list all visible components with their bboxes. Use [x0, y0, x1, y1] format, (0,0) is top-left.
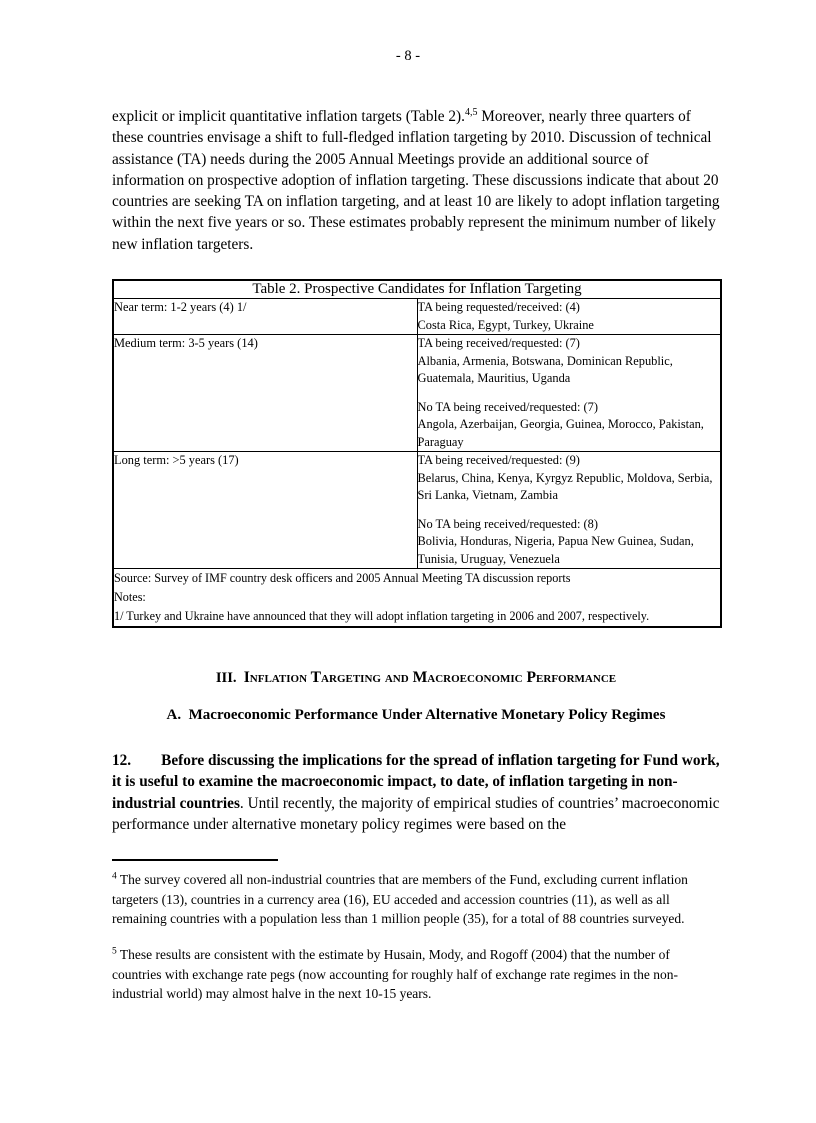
- group: [418, 399, 721, 452]
- subsection-letter: A.: [166, 707, 182, 724]
- group-heading: No TA being received/requested: (7): [417, 399, 598, 414]
- footnote-marker: 4: [112, 871, 117, 882]
- group-countries: Albania, Armenia, Botswana, Dominican Republic, Guatemala, Mauritius, Uganda: [417, 353, 673, 386]
- section-heading-iii: [112, 628, 720, 687]
- table-note-1: 1/ Turkey and Ukraine have announced that they will adopt inflation targeting in 2006 and 2007, respectively.: [114, 609, 650, 624]
- group-heading: TA being requested/received: (4): [417, 300, 580, 315]
- footnote-4: [112, 861, 720, 928]
- group: [418, 516, 721, 569]
- row-label-medium-term: Medium term: 3-5 years (14): [114, 335, 418, 452]
- section-numeral: III.: [215, 670, 237, 687]
- group-countries: Bolivia, Honduras, Nigeria, Papua New Guinea, Sudan, Tunisia, Uruguay, Venezuela: [417, 534, 694, 566]
- intro-paragraph: [112, 106, 720, 255]
- row-content-medium-term: [417, 335, 721, 452]
- paragraph-12-bold: Before discussing the implications for the spread of inflation targeting for Fund work, it is useful to examine the macroeconomic impact, to date, of inflation targeting in non-industrial countries: [112, 752, 720, 812]
- table-notes-label: Notes:: [114, 590, 146, 605]
- group-countries: Belarus, China, Kenya, Kyrgyz Republic, Moldova, Serbia, Sri Lanka, Vietnam, Zambia: [417, 470, 713, 503]
- table-title: Table 2. Prospective Candidates for Inflation Targeting: [114, 281, 721, 299]
- group-countries: Costa Rica, Egypt, Turkey, Ukraine: [417, 317, 594, 332]
- table-2-container: [112, 279, 722, 628]
- page-number: - 8 -: [395, 48, 421, 64]
- table-row: [114, 335, 721, 452]
- table-row: [114, 452, 721, 569]
- intro-text-after-footnote: Moreover, nearly three quarters of these countries envisage a shift to full-fledged inflation targeting by 2010. Discussion of technical assistance (TA) needs during the 2005 Annual Meetings provide an additional source of information on prospective adoption of inflation targeting. These discussions indicate that about 20 countries are seeking TA on inflation targeting, and at least 10 are likely to adopt inflation targeting within the next five years or so. These estimates probably represent the minimum number of likely new inflation targeters.: [112, 108, 720, 253]
- prospective-candidates-table: [113, 280, 721, 627]
- group: [418, 452, 721, 505]
- footnote-5: [112, 928, 720, 1003]
- paragraph-12: [112, 724, 720, 835]
- footnote-reference-4-5: 4,5: [464, 106, 478, 118]
- table-notes: [114, 569, 721, 627]
- group-heading: No TA being received/requested: (8): [417, 516, 598, 531]
- table-source-line: Source: Survey of IMF country desk officers and 2005 Annual Meeting TA discussion reports: [114, 571, 571, 586]
- footnote-marker: 5: [112, 946, 117, 957]
- group: [418, 335, 721, 388]
- group-countries: Angola, Azerbaijan, Georgia, Guinea, Morocco, Pakistan, Paraguay: [417, 417, 704, 449]
- footnote-text: These results are consistent with the estimate by Husain, Mody, and Rogoff (2004) that the number of countries with exchange rate pegs (now accounting for roughly half of exchange rate regimes in the non-industrial world) may almost halve in the next 10-15 years.: [112, 947, 679, 1002]
- section-title: Inflation Targeting and Macroeconomic Performance: [243, 669, 617, 687]
- footnote-text: The survey covered all non-industrial countries that are members of the Fund, excluding current inflation targeters (13), countries in a currency area (16), EU acceded and accession countries (11), as well as all remaining countries with a population less than 1 million people (35), for a total of 88 countries surveyed.: [112, 872, 688, 927]
- subsection-heading-a: [112, 687, 720, 724]
- row-label-near-term: Near term: 1-2 years (4) 1/: [114, 299, 418, 335]
- table-title-row: [114, 281, 721, 299]
- group-heading: TA being received/requested: (9): [417, 453, 580, 468]
- paragraph-12-rest: . Until recently, the majority of empirical studies of countries’ macroeconomic performance under alternative monetary policy regimes were based on the: [112, 794, 720, 833]
- table-notes-row: [114, 569, 721, 627]
- group: [418, 299, 721, 334]
- row-content-long-term: [417, 452, 721, 569]
- page-content: [112, 106, 720, 1004]
- paragraph-number: 12.: [112, 752, 132, 770]
- subsection-title: Macroeconomic Performance Under Alternative Monetary Policy Regimes: [188, 707, 666, 724]
- intro-text-before-footnote: explicit or implicit quantitative inflation targets (Table 2).: [112, 108, 465, 125]
- row-content-near-term: [417, 299, 721, 335]
- table-row: [114, 299, 721, 335]
- group-heading: TA being received/requested: (7): [417, 336, 580, 351]
- row-label-long-term: Long term: >5 years (17): [114, 452, 418, 569]
